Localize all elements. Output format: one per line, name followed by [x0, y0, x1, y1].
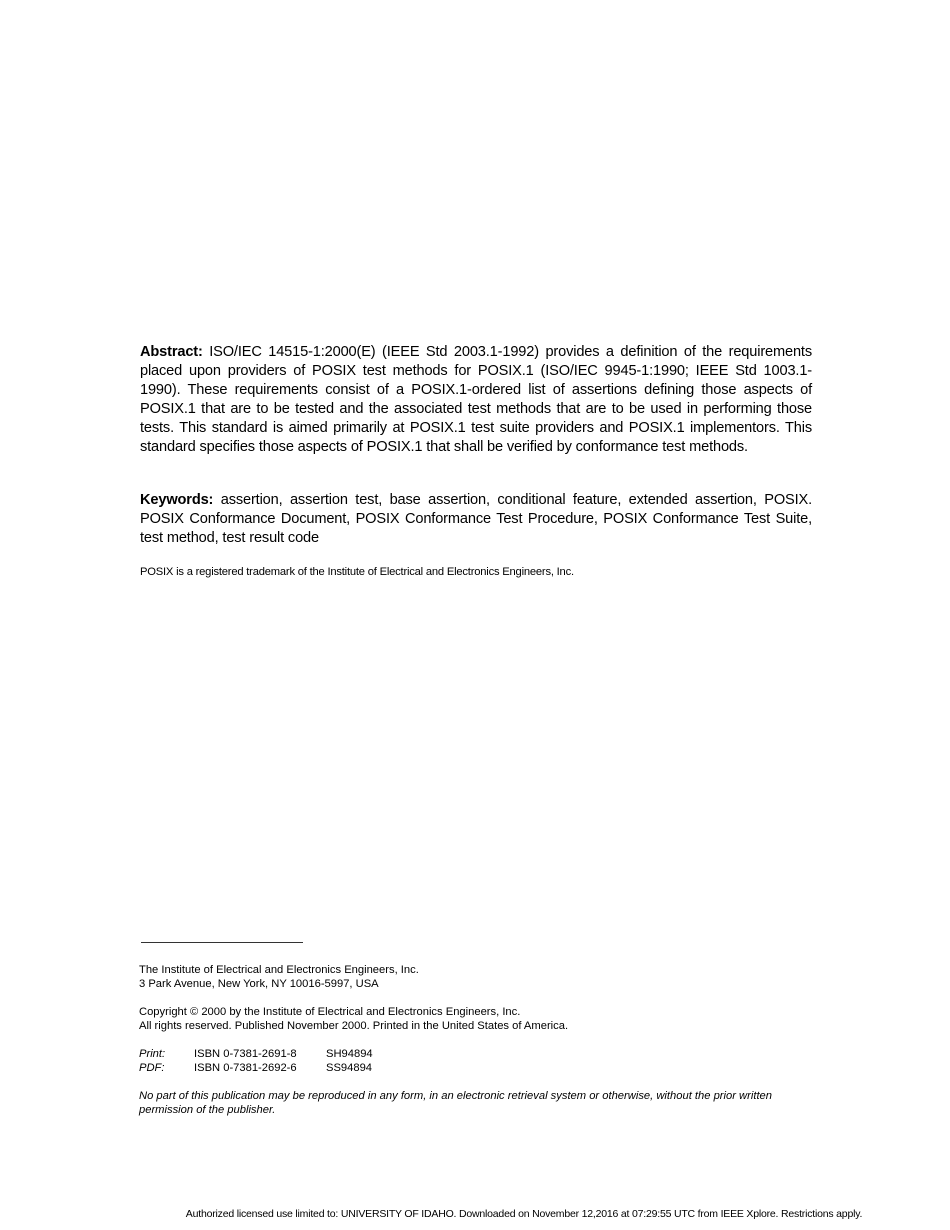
- trademark-notice: POSIX is a registered trademark of the Institute of Electrical and Electronics Engineers, Inc.: [140, 566, 574, 578]
- isbn-number: ISBN 0-7381-2691-8: [194, 1048, 297, 1060]
- reproduction-notice: No part of this publication may be reproduced in any form, in an electronic retrieval system or otherwise, without the prior written permission of the publisher.: [139, 1090, 773, 1116]
- publisher-address: [139, 963, 419, 991]
- abstract-label: Abstract:: [140, 344, 203, 360]
- isbn-code: SS94894: [326, 1062, 373, 1074]
- abstract-paragraph: [140, 343, 812, 457]
- license-footer: [0, 1208, 950, 1221]
- isbn-format-label: Print:: [139, 1048, 166, 1060]
- copyright-line: Copyright © 2000 by the Institute of Electrical and Electronics Engineers, Inc.: [139, 1006, 521, 1018]
- abstract-text: ISO/IEC 14515-1:2000(E) (IEEE Std 2003.1-1992) provides a definition of the requirements placed upon providers of POSIX test methods for POSIX.1 (ISO/IEC 9945-1:1990; IEEE Std 1003.1-1990). These requirements consist of a POSIX.1-ordered list of assertions defining those aspects of POSIX.1 that are to be tested and the associated test methods that are to be used in performing those tests. This standard is aimed primarily at POSIX.1 test suite providers and POSIX.1 implementors. This standard specifies those aspects of POSIX.1 that shall be verified by conformance test methods.: [140, 344, 812, 455]
- rights-line: All rights reserved. Published November 2000. Printed in the United States of America.: [139, 1020, 569, 1032]
- isbn-row-print: [139, 1047, 373, 1061]
- publisher-name: The Institute of Electrical and Electronics Engineers, Inc.: [139, 964, 419, 976]
- isbn-table: [139, 1047, 373, 1075]
- isbn-number: ISBN 0-7381-2692-6: [194, 1062, 297, 1074]
- license-text: Authorized licensed use limited to: UNIVERSITY OF IDAHO. Downloaded on November 12,2016 at 07:29:55 UTC from IEEE Xplore. Restrictions apply.: [185, 1208, 863, 1220]
- keywords-label: Keywords:: [140, 492, 214, 508]
- isbn-row-pdf: [139, 1061, 373, 1075]
- publisher-street: 3 Park Avenue, New York, NY 10016-5997, USA: [139, 978, 379, 990]
- isbn-format-label: PDF:: [139, 1062, 165, 1074]
- footnote-divider: [141, 942, 303, 943]
- keywords-paragraph: [140, 491, 812, 548]
- isbn-code: SH94894: [326, 1048, 373, 1060]
- keywords-text: assertion, assertion test, base assertion, conditional feature, extended assertion, POSIX. POSIX Conformance Document, POSIX Conformance Test Procedure, POSIX Conformance Test Suite, test method, test result code: [140, 492, 812, 546]
- copyright-block: [139, 1005, 568, 1033]
